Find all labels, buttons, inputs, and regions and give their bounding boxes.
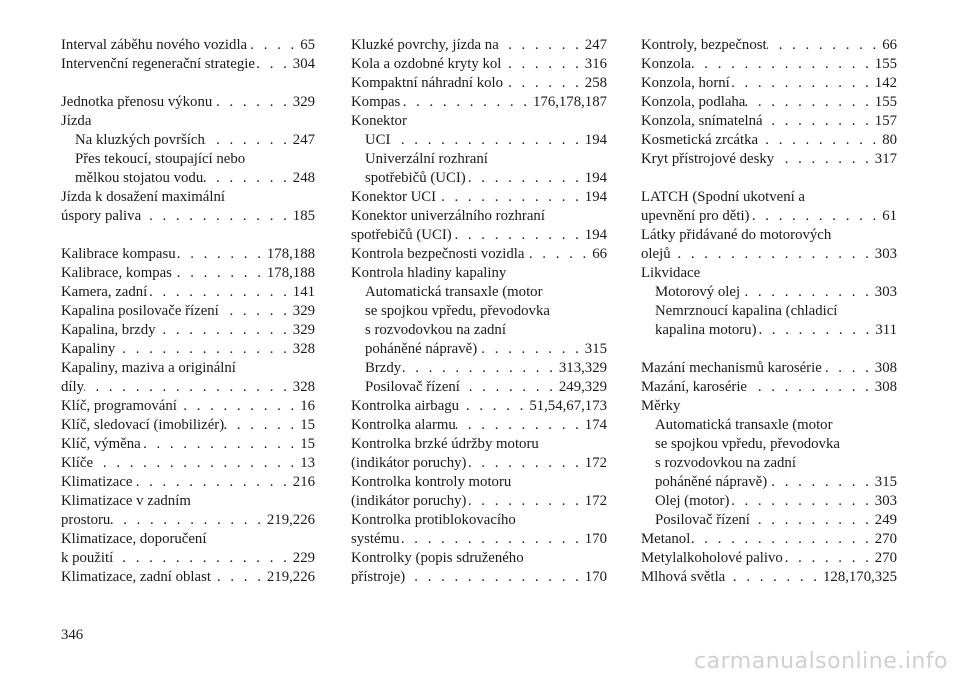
dot-leader [499, 36, 585, 55]
index-subentry [61, 169, 315, 188]
page-number: 346 [61, 627, 84, 643]
entry-term: poháněné nápravě) [655, 474, 768, 490]
entry-term: přístroje) [351, 569, 406, 585]
entry-page-ref: 157 [874, 113, 897, 129]
dot-leader [822, 359, 875, 378]
index-subentry [641, 454, 897, 473]
index-entry [61, 492, 315, 511]
dot-leader [729, 492, 874, 511]
entry-term: olejů [641, 246, 671, 262]
entry-term: Konektor univerzálního rozhraní [351, 208, 545, 224]
index-entry [351, 416, 607, 435]
index-entry [61, 378, 315, 397]
entry-page-ref: 65 [300, 37, 315, 53]
entry-page-ref: 194 [584, 189, 607, 205]
index-entry [351, 568, 607, 587]
entry-term: Brzdy [365, 360, 402, 376]
entry-term: Olej (motor) [655, 493, 730, 509]
index-subentry [351, 321, 607, 340]
dot-leader [205, 131, 293, 150]
dot-leader [156, 321, 293, 340]
entry-term: Konektor UCI [351, 189, 437, 205]
entry-term: Automatická transaxle (motor [655, 417, 833, 433]
entry-term: díly [61, 379, 85, 395]
entry-page-ref: 155 [874, 56, 897, 72]
index-entry [351, 511, 607, 530]
dot-leader [401, 359, 559, 378]
index-subentry [641, 435, 897, 454]
dot-leader [749, 207, 882, 226]
watermark: carmanualsonline.info [694, 649, 948, 674]
dot-leader [745, 93, 874, 112]
entry-term: Likvidace [641, 265, 701, 281]
entry-term: Měrky [641, 398, 681, 414]
entry-page-ref: 194 [584, 170, 607, 186]
entry-term: Kluzké povrchy, jízda na [351, 37, 499, 53]
dot-leader [466, 169, 585, 188]
index-subentry [641, 473, 897, 492]
dot-leader [172, 264, 267, 283]
entry-page-ref: 303 [874, 284, 897, 300]
dot-leader [758, 131, 882, 150]
entry-term: prostoru [61, 512, 111, 528]
entry-term: upevnění pro děti) [641, 208, 750, 224]
index-entry [641, 264, 897, 283]
entry-term: Kompas [351, 94, 401, 110]
dot-leader [147, 283, 293, 302]
index-entry [351, 245, 607, 264]
dot-leader [757, 321, 876, 340]
spacer [61, 74, 315, 93]
entry-page-ref: 142 [874, 75, 897, 91]
index-subentry [351, 169, 607, 188]
entry-page-ref: 303 [874, 493, 897, 509]
index-subentry [351, 378, 607, 397]
dot-leader [177, 397, 300, 416]
entry-page-ref: 185 [292, 208, 315, 224]
spacer [61, 226, 315, 245]
dot-leader [477, 340, 585, 359]
entry-term: (indikátor poruchy) [351, 455, 467, 471]
index-subentry [351, 150, 607, 169]
entry-term: kapalina motoru) [655, 322, 757, 338]
dot-leader [767, 36, 883, 55]
index-entry [61, 511, 315, 530]
index-entry [61, 188, 315, 207]
index-entry [351, 36, 607, 55]
entry-term: Kapaliny [61, 341, 116, 357]
entry-term: Konzola, snímatelná [641, 113, 763, 129]
entry-page-ref: 328 [292, 379, 315, 395]
entry-term: Kompaktní náhradní kolo [351, 75, 504, 91]
index-entry [641, 188, 897, 207]
entry-term: Kontrola bezpečnosti vozidla [351, 246, 525, 262]
entry-term: Mlhová světla [641, 569, 726, 585]
dot-leader [730, 74, 875, 93]
entry-term: Konzola, horní [641, 75, 730, 91]
index-subentry [351, 359, 607, 378]
index-entry [641, 530, 897, 549]
entry-term: Kontrolka brzké údržby motoru [351, 436, 539, 452]
index-entry [641, 55, 897, 74]
entry-page-ref: 329 [292, 303, 315, 319]
entry-term: Jízda k dosažení maximální [61, 189, 225, 205]
dot-leader [405, 568, 585, 587]
index-subentry [351, 131, 607, 150]
entry-page-ref: 270 [874, 531, 897, 547]
entry-term: Konektor [351, 113, 407, 129]
index-entry [641, 226, 897, 245]
entry-term: Kapaliny, maziva a originální [61, 360, 236, 376]
entry-term: úspory paliva [61, 208, 142, 224]
entry-page-ref: 155 [874, 94, 897, 110]
index-entry [351, 530, 607, 549]
entry-page-ref: 304 [292, 56, 315, 72]
entry-page-ref: 315 [584, 341, 607, 357]
entry-term: Intervenční regenerační strategie [61, 56, 255, 72]
dot-leader [176, 245, 267, 264]
index-entry [61, 359, 315, 378]
entry-term: Univerzální rozhraní [365, 151, 488, 167]
index-entry [61, 55, 315, 74]
entry-term: Konzola, podlaha [641, 94, 746, 110]
entry-page-ref: 170 [584, 569, 607, 585]
entry-term: Látky přidávané do motorových [641, 227, 832, 243]
dot-leader [400, 93, 533, 112]
dot-leader [456, 416, 585, 435]
index-entry [351, 112, 607, 131]
index-subentry [641, 492, 897, 511]
entry-term: systému [351, 531, 400, 547]
entry-page-ref: 317 [874, 151, 897, 167]
entry-term: poháněné nápravě) [365, 341, 478, 357]
index-subentry [641, 321, 897, 340]
index-entry [351, 188, 607, 207]
entry-term: Klimatizace, doporučení [61, 531, 207, 547]
entry-term: Automatická transaxle (motor [365, 284, 543, 300]
index-subentry [351, 302, 607, 321]
entry-term: Kontrolka alarmu [351, 417, 456, 433]
dot-leader [466, 454, 584, 473]
entry-page-ref: 311 [875, 322, 897, 338]
index-entry [61, 416, 315, 435]
entry-page-ref: 303 [874, 246, 897, 262]
index-subentry [61, 131, 315, 150]
index-entry [641, 245, 897, 264]
index-entry [351, 492, 607, 511]
entry-term: Kamera, zadní [61, 284, 148, 300]
entry-page-ref: 216 [292, 474, 315, 490]
index-entry [61, 568, 315, 587]
index-entry [61, 435, 315, 454]
dot-leader [460, 378, 559, 397]
dot-leader [113, 549, 293, 568]
index-subentry [351, 283, 607, 302]
entry-page-ref: 128,170,325 [823, 569, 897, 585]
index-entry [641, 93, 897, 112]
entry-page-ref: 249 [874, 512, 897, 528]
entry-term: Klíče [61, 455, 94, 471]
dot-leader [219, 302, 293, 321]
index-entry [61, 530, 315, 549]
entry-term: se spojkou vpředu, převodovka [655, 436, 840, 452]
entry-term: Kontrola hladiny kapaliny [351, 265, 507, 281]
dot-leader [763, 112, 875, 131]
entry-page-ref: 66 [882, 37, 897, 53]
index-entry [351, 93, 607, 112]
entry-page-ref: 51,54,67,173 [529, 398, 607, 414]
entry-page-ref: 172 [584, 493, 607, 509]
entry-page-ref: 16 [300, 398, 315, 414]
entry-term: Kapalina, brzdy [61, 322, 156, 338]
entry-term: Interval záběhu nového vozidla [61, 37, 248, 53]
dot-leader [740, 283, 875, 302]
entry-term: s rozvodovkou na zadní [365, 322, 506, 338]
entry-term: Klíč, programování [61, 398, 177, 414]
index-entry [641, 397, 897, 416]
entry-page-ref: 229 [292, 550, 315, 566]
dot-leader [141, 435, 300, 454]
index-entry [641, 568, 897, 587]
index-entry [641, 112, 897, 131]
index-entry [61, 93, 315, 112]
entry-term: k použití [61, 550, 114, 566]
index-subentry [641, 283, 897, 302]
entry-page-ref: 219,226 [266, 512, 315, 528]
entry-term: Klíč, sledovací (imobilizér) [61, 417, 225, 433]
entry-page-ref: 13 [300, 455, 315, 471]
dot-leader [436, 188, 585, 207]
entry-page-ref: 176,178,187 [533, 94, 607, 110]
entry-page-ref: 315 [874, 474, 897, 490]
dot-leader [211, 568, 267, 587]
spacer [641, 340, 897, 359]
entry-page-ref: 247 [584, 37, 607, 53]
dot-leader [255, 55, 293, 74]
dot-leader [747, 378, 875, 397]
dot-leader [203, 169, 293, 188]
dot-leader [212, 93, 293, 112]
entry-page-ref: 178,188 [266, 246, 315, 262]
index-entry [61, 112, 315, 131]
entry-term: Kapalina posilovače řízení [61, 303, 219, 319]
entry-page-ref: 219,226 [266, 569, 315, 585]
index-column-1 [61, 36, 315, 587]
entry-page-ref: 15 [300, 436, 315, 452]
dot-leader [93, 454, 300, 473]
dot-leader [671, 245, 875, 264]
index-entry [61, 302, 315, 321]
entry-term: Klimatizace, zadní oblast [61, 569, 211, 585]
index-entry [351, 55, 607, 74]
entry-page-ref: 308 [874, 360, 897, 376]
entry-term: se spojkou vpředu, převodovka [365, 303, 550, 319]
index-entry [351, 207, 607, 226]
entry-term: Metylalkoholové palivo [641, 550, 783, 566]
index-entry [61, 397, 315, 416]
entry-page-ref: 174 [584, 417, 607, 433]
index-subentry [61, 150, 315, 169]
index-column-3 [641, 36, 897, 587]
entry-term: UCI [365, 132, 391, 148]
entry-term: Metanol [641, 531, 691, 547]
entry-term: Posilovač řízení [365, 379, 460, 395]
dot-leader [690, 530, 874, 549]
entry-term: Klimatizace v zadním [61, 493, 191, 509]
spacer [641, 169, 897, 188]
index-entry [351, 397, 607, 416]
index-entry [641, 131, 897, 150]
dot-leader [767, 473, 875, 492]
entry-term: Motorový olej [655, 284, 741, 300]
dot-leader [132, 473, 292, 492]
index-entry [641, 359, 897, 378]
index-entry [641, 378, 897, 397]
dot-leader [110, 511, 267, 530]
dot-leader [84, 378, 293, 397]
entry-page-ref: 80 [882, 132, 897, 148]
index-entry [351, 435, 607, 454]
entry-term: Mazání, karosérie [641, 379, 747, 395]
index-entry [641, 74, 897, 93]
entry-term: Kosmetická zrcátka [641, 132, 759, 148]
dot-leader [141, 207, 293, 226]
entry-page-ref: 329 [292, 94, 315, 110]
dot-leader [774, 150, 875, 169]
dot-leader [466, 492, 584, 511]
entry-term: Klíč, výměna [61, 436, 141, 452]
index-entry [641, 549, 897, 568]
entry-term: LATCH (Spodní ukotvení a [641, 189, 805, 205]
entry-term: Kalibrace kompasu [61, 246, 176, 262]
entry-page-ref: 194 [584, 132, 607, 148]
entry-term: Jízda [61, 113, 92, 129]
dot-leader [524, 245, 592, 264]
entry-page-ref: 194 [584, 227, 607, 243]
entry-term: Konzola [641, 56, 692, 72]
index-entry [61, 549, 315, 568]
index-entry [641, 207, 897, 226]
entry-term: Kalibrace, kompas [61, 265, 172, 281]
index-entry [61, 473, 315, 492]
dot-leader [503, 74, 585, 93]
entry-term: spotřebičů (UCI) [365, 170, 466, 186]
index-column-2 [351, 36, 607, 587]
dot-leader [783, 549, 875, 568]
dot-leader [247, 36, 300, 55]
entry-page-ref: 170 [584, 531, 607, 547]
entry-page-ref: 270 [874, 550, 897, 566]
entry-page-ref: 313,329 [558, 360, 607, 376]
entry-term: Kryt přístrojové desky [641, 151, 775, 167]
entry-term: s rozvodovkou na zadní [655, 455, 796, 471]
entry-term: Kontrolky (popis sdruženého [351, 550, 524, 566]
entry-term: Kontrolka kontroly motoru [351, 474, 512, 490]
entry-page-ref: 61 [882, 208, 897, 224]
index-entry [351, 473, 607, 492]
entry-page-ref: 178,188 [266, 265, 315, 281]
dot-leader [501, 55, 584, 74]
index-entry [61, 36, 315, 55]
entry-page-ref: 258 [584, 75, 607, 91]
entry-term: Kola a ozdobné kryty kol [351, 56, 502, 72]
dot-leader [115, 340, 293, 359]
dot-leader [452, 226, 585, 245]
index-entry [351, 264, 607, 283]
entry-term: Na kluzkých površích [75, 132, 205, 148]
entry-page-ref: 172 [584, 455, 607, 471]
dot-leader [459, 397, 529, 416]
index-entry [61, 207, 315, 226]
index-subentry [641, 416, 897, 435]
index-entry [61, 245, 315, 264]
index-subentry [641, 511, 897, 530]
index-entry [351, 226, 607, 245]
entry-page-ref: 249,329 [558, 379, 607, 395]
entry-term: Klimatizace [61, 474, 133, 490]
index-entry [61, 283, 315, 302]
entry-page-ref: 316 [584, 56, 607, 72]
entry-page-ref: 308 [874, 379, 897, 395]
entry-term: Mazání mechanismů karosérie [641, 360, 822, 376]
entry-term: spotřebičů (UCI) [351, 227, 452, 243]
entry-page-ref: 15 [300, 417, 315, 433]
index-entry [61, 340, 315, 359]
index-entry [641, 36, 897, 55]
dot-leader [750, 511, 875, 530]
entry-page-ref: 248 [292, 170, 315, 186]
index-entry [641, 150, 897, 169]
entry-page-ref: 247 [292, 132, 315, 148]
entry-page-ref: 328 [292, 341, 315, 357]
index-subentry [641, 302, 897, 321]
index-entry [61, 454, 315, 473]
entry-page-ref: 141 [292, 284, 315, 300]
entry-term: Posilovač řízení [655, 512, 750, 528]
index-subentry [351, 340, 607, 359]
dot-leader [725, 568, 823, 587]
entry-page-ref: 66 [592, 246, 607, 262]
dot-leader [390, 131, 584, 150]
index-entry [351, 454, 607, 473]
dot-leader [400, 530, 585, 549]
entry-page-ref: 329 [292, 322, 315, 338]
entry-term: Nemrznoucí kapalina (chladicí [655, 303, 838, 319]
entry-term: Kontrolka protiblokovacího [351, 512, 516, 528]
entry-term: Přes tekoucí, stoupající nebo [75, 151, 246, 167]
index-entry [351, 549, 607, 568]
entry-term: Kontroly, bezpečnost [641, 37, 767, 53]
dot-leader [224, 416, 300, 435]
entry-term: (indikátor poruchy) [351, 493, 467, 509]
entry-term: Kontrolka airbagu [351, 398, 460, 414]
entry-term: Jednotka přenosu výkonu [61, 94, 213, 110]
index-entry [351, 74, 607, 93]
entry-term: mělkou stojatou vodu [75, 170, 204, 186]
dot-leader [691, 55, 875, 74]
index-entry [61, 264, 315, 283]
index-entry [61, 321, 315, 340]
